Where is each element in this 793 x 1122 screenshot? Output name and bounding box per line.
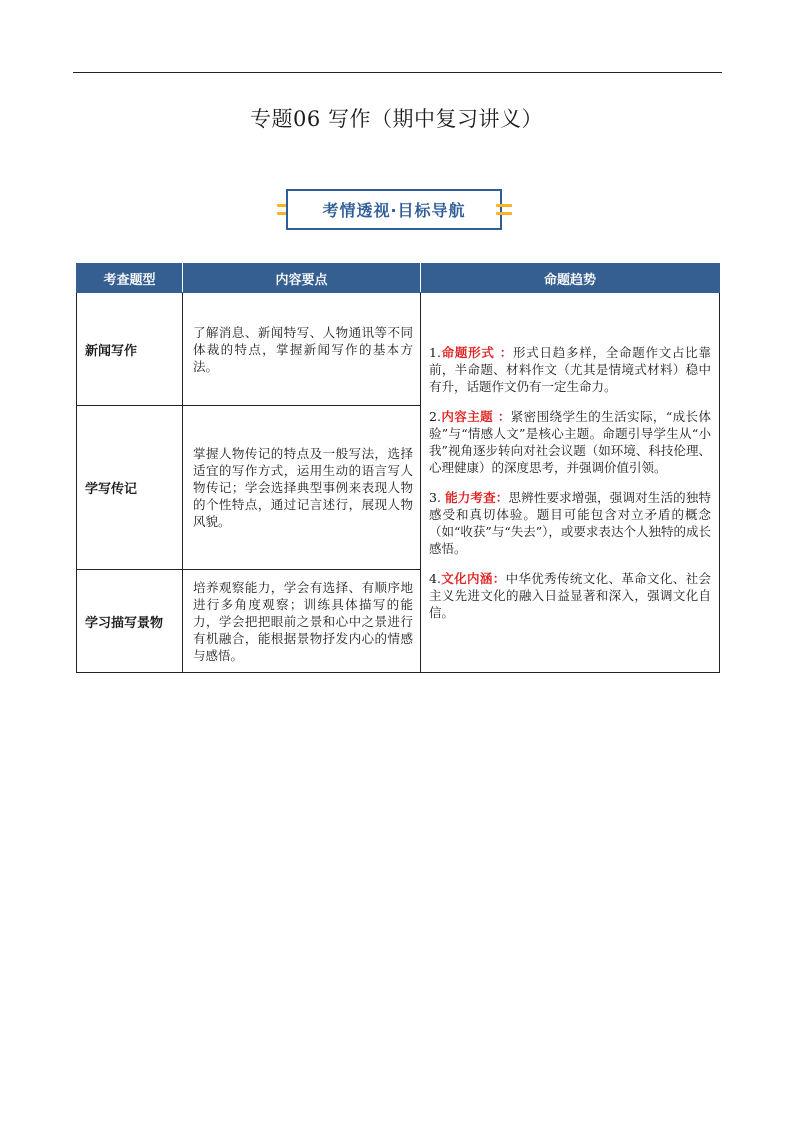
trend-text: 中华优秀传统文化、革命文化、社会主义先进文化的融入日益显著和深入，强调文化自信。 — [429, 571, 711, 620]
trend-item: 1.命题形式 ：形式日趋多样，全命题作文占比靠前，半命题、材料作文（尤其是情境式材料）稳中有升，话题作文仍有一定生命力。 — [429, 345, 711, 394]
banner-right-decoration-icon — [496, 204, 512, 216]
section-banner — [286, 189, 502, 230]
trend-text: 形式日趋多样，全命题作文占比靠前，半命题、材料作文（尤其是情境式材料）稳中有升，话题作文仍有一定生命力。 — [429, 345, 711, 394]
exam-analysis-table — [76, 263, 720, 673]
header-content-points: 内容要点 — [183, 264, 421, 293]
row-content-news-writing: 了解消息、新闻特写、人物通讯等不同体裁的特点，掌握新闻写作的基本方法。 — [183, 293, 421, 406]
trend-item: 2.内容主题 ：紧密围绕学生的生活实际，“成长体验”与“情感人文”是核心主题。命题引导学生从“小我”视角逐步转向对社会议题（如环境、科技伦理、心理健康）的深度思考，并强调价值引领。 — [429, 409, 711, 475]
banner-text: 考情透视·目标导航 — [322, 201, 466, 220]
trend-item: 3. 能力考查：思辨性要求增强，强调对生活的独特感受和真切体验。题目可能包含对立矛盾的概念（如“收获”与“失去”），或要求表达个人独特的成长感悟。 — [429, 490, 711, 556]
row-content-scenery: 培养观察能力，学会有选择、有顺序地进行多角度观察；训练具体描写的能力，学会把把眼前之景和心中之景进行有机融合，能根据景物抒发内心的情感与感悟。 — [183, 570, 421, 673]
trend-label: 命题形式 ： — [440, 345, 514, 360]
trend-label: 内容主题 ： — [440, 409, 511, 424]
trend-item: 4.文化内涵：中华优秀传统文化、革命文化、社会主义先进文化的融入日益显著和深入，强调文化自信。 — [429, 571, 711, 620]
header-question-type: 考查题型 — [77, 264, 183, 293]
header-rule — [73, 72, 722, 73]
table-row — [77, 293, 720, 406]
header-trends: 命题趋势 — [421, 264, 720, 293]
trend-label: 能力考查： — [445, 490, 509, 505]
table-header-row — [77, 264, 720, 293]
page-title: 专题06 写作（期中复习讲义） — [250, 107, 543, 131]
row-type-biography: 学写传记 — [77, 406, 183, 570]
trend-text: 紧密围绕学生的生活实际，“成长体验”与“情感人文”是核心主题。命题引导学生从“小我”视角逐步转向对社会议题（如环境、科技伦理、心理健康）的深度思考，并强调价值引领。 — [429, 409, 711, 475]
row-type-scenery: 学习描写景物 — [77, 570, 183, 673]
row-content-biography: 掌握人物传记的特点及一般写法，选择适宜的写作方式，运用生动的语言写人物传记；学会选择典型事例来表现人物的个性特点，通过记言述行，展现人物风貌。 — [183, 406, 421, 570]
row-type-news-writing: 新闻写作 — [77, 293, 183, 406]
trends-cell — [421, 293, 720, 673]
trend-text: 思辨性要求增强，强调对生活的独特感受和真切体验。题目可能包含对立矛盾的概念（如“收获”与“失去”），或要求表达个人独特的成长感悟。 — [429, 490, 711, 556]
trend-label: 文化内涵： — [440, 571, 506, 586]
